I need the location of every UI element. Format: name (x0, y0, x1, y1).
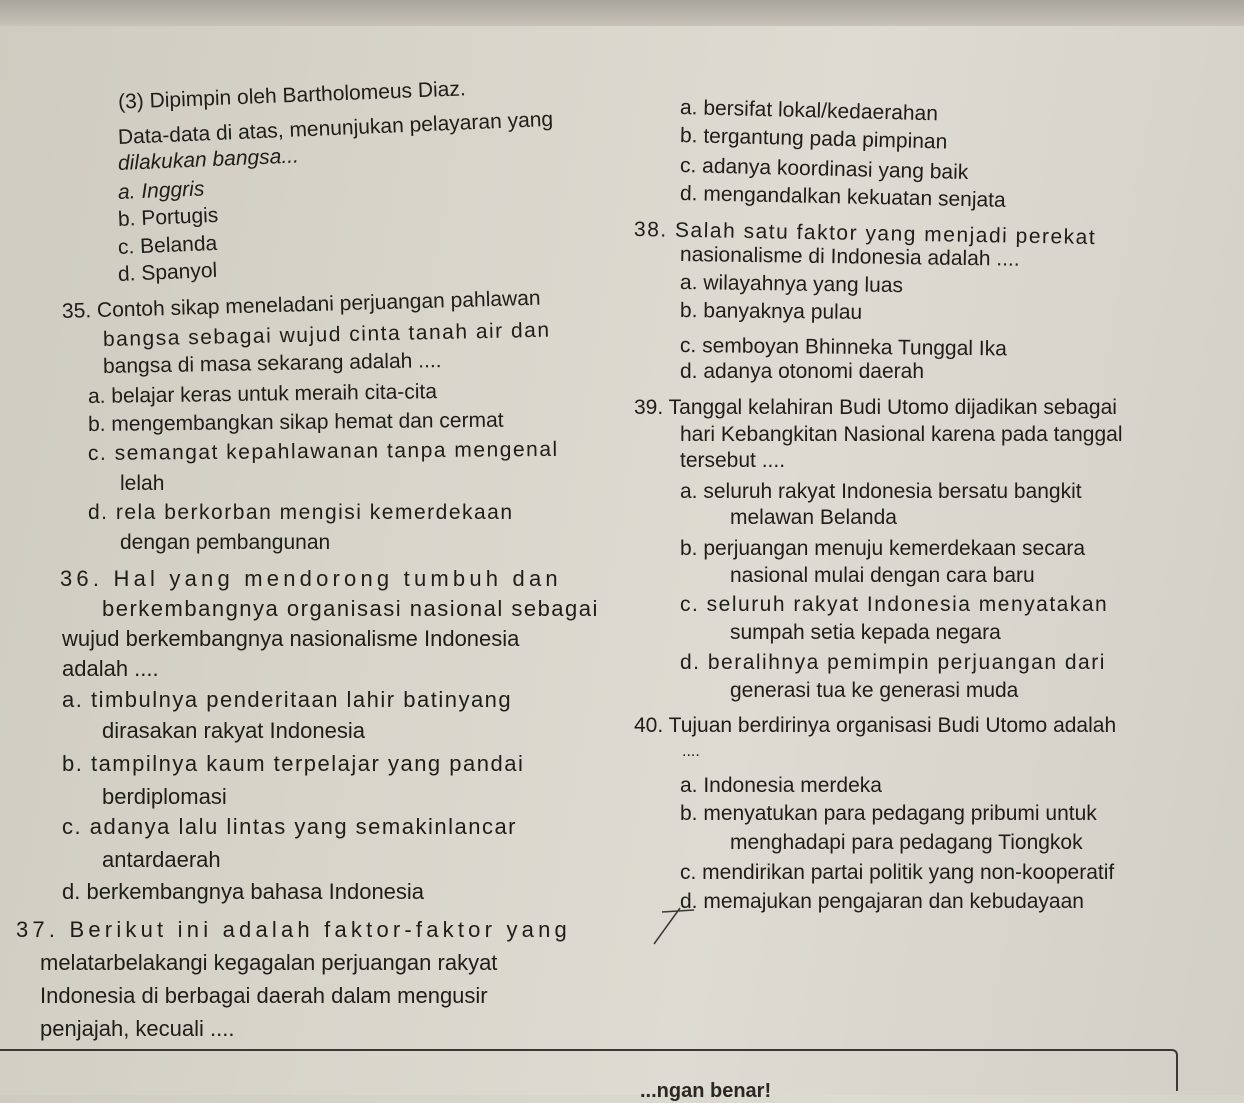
q36-option-b-line-2: berdiplomasi (102, 784, 227, 809)
q36-stem-line-2: berkembangnya organisasi nasional sebagai (102, 596, 599, 621)
q35-option-c-line-2: lelah (120, 472, 165, 495)
q39-option-d-line-1[interactable]: d. beralihnya pemimpin perjuangan dari (680, 651, 1106, 674)
q35-option-b[interactable]: b. mengembangkan sikap hemat dan cermat (87, 408, 504, 436)
q38-stem-line-1: 38. Salah satu faktor yang menjadi perekat (633, 218, 1097, 250)
q36-option-a-line-1[interactable]: a. timbulnya penderitaan lahir batinyang (62, 687, 513, 712)
q34-stem-line-1: Data-data di atas, menunjukan pelayaran yang (117, 107, 554, 149)
q39-option-b-line-1[interactable]: b. perjuangan menuju kemerdekaan secara (680, 537, 1086, 560)
q38-option-d[interactable]: d. adanya otonomi daerah (680, 360, 925, 383)
q40-option-b-line-1[interactable]: b. menyatukan para pedagang pribumi untuk (680, 802, 1097, 825)
q37-stem-line-2: melatarbelakangi kegagalan perjuangan rakyat (40, 950, 498, 975)
footer-instruction: ...ngan benar! (640, 1080, 772, 1102)
q39-option-b-line-2: nasional mulai dengan cara baru (730, 564, 1035, 587)
q36-stem-line-1: 36. Hal yang mendorong tumbuh dan (60, 566, 562, 591)
q39-option-a-line-1[interactable]: a. seluruh rakyat Indonesia bersatu bangkit (680, 480, 1082, 503)
q36-option-d[interactable]: d. berkembangnya bahasa Indonesia (62, 879, 425, 904)
q36-stem-line-4: adalah .... (62, 656, 159, 681)
q35-option-d-line-1[interactable]: d. rela berkorban mengisi kemerdekaan (88, 501, 514, 524)
q34-stem-line-2: dilakukan bangsa... (117, 144, 300, 175)
q36-option-a-line-2: dirasakan rakyat Indonesia (102, 718, 365, 743)
q37-stem-line-4: penjajah, kecuali .... (40, 1016, 235, 1041)
q37-stem-line-1: 37. Berikut ini adalah faktor-faktor yang (16, 917, 571, 942)
q38-option-b[interactable]: b. banyaknya pulau (679, 299, 863, 324)
q37-option-c[interactable]: c. adanya koordinasi yang baik (679, 154, 969, 185)
q34-item-3: (3) Dipimpin oleh Bartholomeus Diaz. (117, 77, 467, 114)
q40-stem-line-1: 40. Tujuan berdirinya organisasi Budi Utomo adalah (634, 714, 1117, 737)
q34-option-c[interactable]: c. Belanda (117, 231, 218, 259)
page-top-edge (0, 0, 1244, 26)
q38-stem-line-2: nasionalisme di Indonesia adalah .... (679, 243, 1020, 271)
q35-option-a[interactable]: a. belajar keras untuk meraih cita-cita (87, 380, 438, 408)
q39-option-d-line-2: generasi tua ke generasi muda (730, 679, 1019, 702)
q38-option-c[interactable]: c. semboyan Bhinneka Tunggal Ika (679, 334, 1007, 361)
q34-option-d[interactable]: d. Spanyol (117, 258, 218, 286)
q39-stem-line-1: 39. Tanggal kelahiran Budi Utomo dijadikan sebagai (634, 396, 1117, 419)
q36-option-b-line-1[interactable]: b. tampilnya kaum terpelajar yang pandai (62, 751, 525, 776)
q39-stem-line-3: tersebut .... (680, 449, 786, 472)
q34-option-b[interactable]: b. Portugis (117, 203, 219, 231)
q35-option-d-line-2: dengan pembangunan (120, 531, 331, 554)
q39-option-c-line-1[interactable]: c. seluruh rakyat Indonesia menyatakan (680, 593, 1109, 616)
q38-option-a[interactable]: a. wilayahnya yang luas (679, 271, 904, 298)
q35-stem-line-3: bangsa di masa sekarang adalah .... (102, 349, 442, 378)
q40-option-b-line-2: menghadapi para pedagang Tiongkok (730, 831, 1083, 854)
q40-option-d[interactable]: d. memajukan pengajaran dan kebudayaan (680, 890, 1084, 913)
pencil-mark-icon (650, 898, 710, 948)
q37-option-d[interactable]: d. mengandalkan kekuatan senjata (679, 182, 1006, 212)
q37-option-a[interactable]: a. bersifat lokal/kedaerahan (679, 96, 939, 126)
q40-stem-line-2: .... (682, 743, 700, 760)
q36-option-c-line-1[interactable]: c. adanya lalu lintas yang semakinlancar (62, 814, 518, 839)
q36-option-c-line-2: antardaerah (102, 847, 221, 872)
q34-option-a[interactable]: a. Inggris (117, 177, 205, 204)
q36-stem-line-3: wujud berkembangnya nasionalisme Indonesia (62, 626, 520, 651)
q39-option-a-line-2: melawan Belanda (730, 506, 897, 529)
q35-stem-line-1: 35. Contoh sikap meneladani perjuangan pahlawan (61, 286, 541, 323)
q35-option-c-line-1[interactable]: c. semangat kepahlawanan tanpa mengenal (87, 437, 559, 465)
q35-stem-line-2: bangsa sebagai wujud cinta tanah air dan (102, 318, 551, 351)
q39-option-c-line-2: sumpah setia kepada negara (730, 621, 1001, 644)
q37-option-b[interactable]: b. tergantung pada pimpinan (679, 124, 948, 154)
q40-option-c[interactable]: c. mendirikan partai politik yang non-kooperatif (680, 861, 1115, 884)
answer-box-border (0, 1049, 1178, 1091)
q40-option-a[interactable]: a. Indonesia merdeka (680, 774, 882, 797)
q39-stem-line-2: hari Kebangkitan Nasional karena pada tanggal (680, 423, 1123, 446)
q37-stem-line-3: Indonesia di berbagai daerah dalam mengusir (40, 983, 488, 1008)
